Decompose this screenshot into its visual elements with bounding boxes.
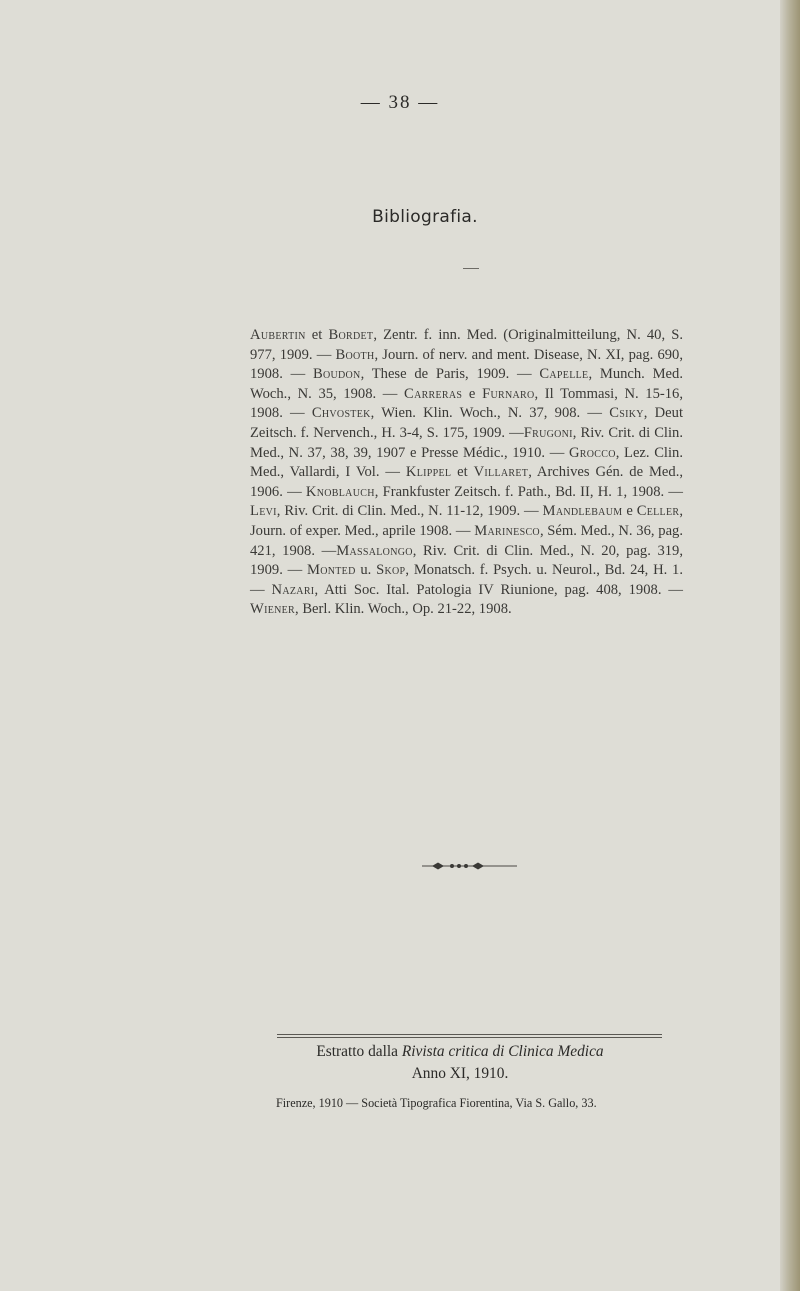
author-name: Marinesco [474, 522, 540, 539]
footer-double-rule-top [277, 1034, 662, 1035]
year-line: Anno XI, 1910. [411, 1065, 509, 1082]
author-name: Grocco [568, 444, 616, 461]
author-name: Levi [250, 503, 277, 520]
bibliography-text [250, 326, 683, 620]
citation-text: , Journ. of nerv. and ment. Disease, N. XI, pag. 690, 1908. — [250, 346, 683, 383]
citation-text: , Frankfuster Zeitsch. f. Path., Bd. II, H. 1, 1908. — [374, 483, 684, 500]
citation-text: , Berl. Klin. Woch., Op. 21-22, 1908. [295, 601, 512, 618]
author-name: Booth [335, 346, 375, 363]
citation-text: , Riv. Crit. di Clin. Med., N. 11-12, 1909. — [276, 503, 543, 520]
extract-prefix: Estratto dalla [316, 1043, 402, 1060]
author-name: Nazari [271, 581, 315, 598]
citation-text: , Sém. Med., N. 36, pag. 421, 1908. — [250, 522, 683, 559]
author-name: Aubertin [250, 327, 306, 343]
bibliography-paragraph [250, 326, 683, 620]
page-number: — 38 — [360, 92, 440, 113]
author-name: Carreras [404, 385, 463, 402]
citation-text: , Zentr. f. inn. Med. (Originalmitteilung, N. 40, S. 977, 1909. — [250, 327, 683, 363]
citation-text: , These de Paris, 1909. — [360, 366, 540, 383]
extract-source-line [0, 1043, 800, 1061]
author-name: Furnaro [482, 385, 535, 402]
author-name: Klippel [405, 464, 452, 481]
citation-text: , Riv. Crit. di Clin. Med., N. 20, pag. 319, 1909. — [250, 542, 684, 579]
author-name: Bordet [328, 327, 374, 343]
citation-text: , Archives Gén. de Med., 1906. — [250, 464, 683, 500]
section-heading: Bibliografia. [372, 207, 478, 227]
citation-text: , Lez. Clin. Med., Vallardi, I Vol. — [250, 444, 683, 481]
citation-text: , Deut Zeitsch. f. Nervench., H. 3-4, S. 175, 1909. — [250, 405, 684, 441]
author-name: Knoblauch [305, 483, 375, 500]
citation-text: et [451, 464, 474, 481]
heading-divider [463, 268, 479, 269]
citation-text: et [305, 327, 329, 343]
author-name: Skop [376, 562, 406, 579]
footer-double-rule-bottom [277, 1037, 662, 1038]
author-name: Monted [306, 562, 356, 579]
author-name: Boudon [312, 366, 361, 383]
author-name: Wiener [250, 601, 296, 618]
ornament-divider-icon [422, 860, 517, 872]
citation-text: e [622, 503, 637, 520]
citation-text: , Atti Soc. Ital. Patologia IV Riunione, pag. 408, 1908. — [314, 581, 683, 598]
printer-imprint: Firenze, 1910 — Società Tipografica Fiorentina, Via S. Gallo, 33. [276, 1096, 597, 1110]
author-name: Csiky [609, 405, 644, 422]
citation-text: , Monatsch. f. Psych. u. Neurol., Bd. 24, H. 1. — [250, 562, 683, 598]
author-name: Villaret [473, 464, 529, 481]
citation-text: , Riv. Crit. di Clin. Med., N. 37, 38, 39, 1907 e Presse Médic., 1910. — [250, 424, 683, 461]
citation-text: e [462, 385, 483, 402]
journal-title: Rivista critica di Clinica Medica [401, 1043, 604, 1060]
citation-text: , Journ. of exper. Med., aprile 1908. — [250, 503, 683, 539]
author-name: Mandlebaum [542, 503, 623, 520]
author-name: Celler [636, 503, 680, 520]
author-name: Capelle [539, 366, 589, 383]
page-edge [780, 0, 800, 1291]
author-name: Massalongo [336, 542, 413, 559]
citation-text: u. [355, 562, 377, 579]
author-name: Chvostek [311, 405, 371, 422]
author-name: Frugoni [523, 424, 573, 441]
citation-text: , Wien. Klin. Woch., N. 37, 908. — [370, 405, 610, 422]
citation-text: , Il Tommasi, N. 15-16, 1908. — [250, 385, 684, 422]
citation-text: , Munch. Med. Woch., N. 35, 1908. — [250, 366, 683, 402]
